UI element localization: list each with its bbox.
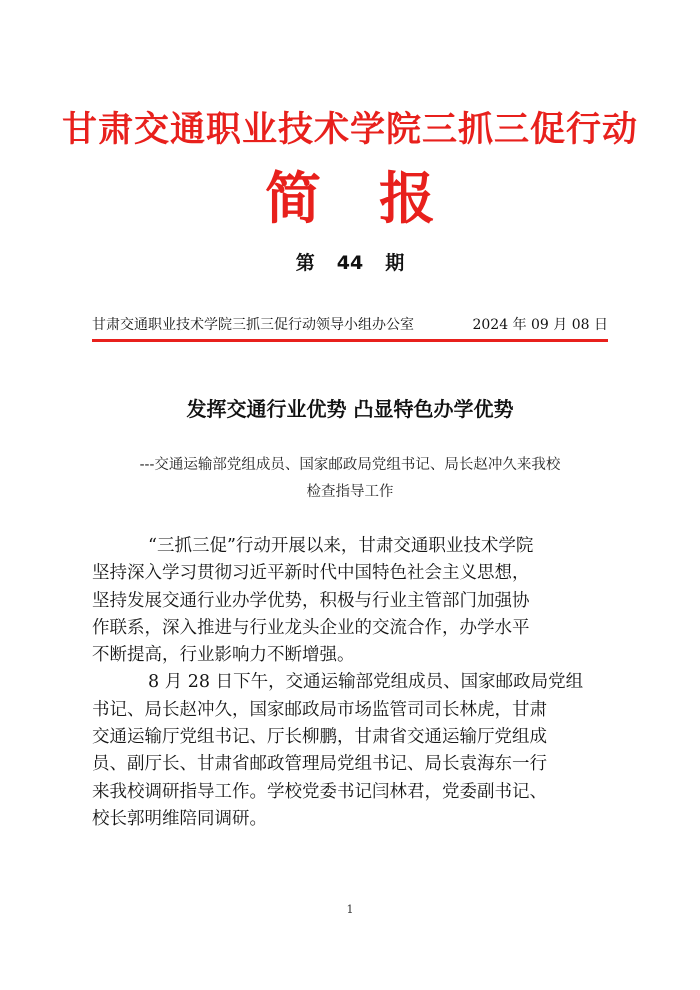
- issue-number: [0, 250, 700, 276]
- publisher-line: [92, 313, 608, 337]
- bulletin-heading-char-2: 报: [379, 167, 435, 232]
- article-body: [92, 533, 612, 833]
- red-divider: [92, 339, 608, 342]
- article-subtitle: [92, 452, 608, 506]
- page-number: 1: [346, 903, 354, 916]
- issue-value: 44: [336, 252, 364, 274]
- article-title: 发挥交通行业优势 凸显特色办学优势: [186, 397, 514, 421]
- paragraph: [92, 533, 612, 669]
- paragraph-line: 不断提高，行业影响力不断增强。: [92, 645, 355, 666]
- publish-date: 2024 年 09 月 08 日: [472, 317, 608, 333]
- paragraph-line: 书记、局长赵冲久，国家邮政局市场监管司司长林虎，甘肃: [92, 699, 547, 720]
- issue-suffix: 期: [385, 252, 405, 274]
- paragraph-line: 坚持发展交通行业办学优势，积极与行业主管部门加强协: [92, 590, 530, 611]
- publisher-office: 甘肃交通职业技术学院三抓三促行动领导小组办公室: [92, 317, 414, 333]
- paragraph: [92, 669, 612, 833]
- paragraph-line: 作联系，深入推进与行业龙头企业的交流合作，办学水平: [92, 617, 530, 638]
- article-subtitle-line: 检查指导工作: [306, 484, 394, 500]
- article-subtitle-line: ---交通运输部党组成员、国家邮政局党组书记、局长赵冲久来我校: [139, 457, 561, 473]
- paragraph-line: 员、副厅长、甘肃省邮政管理局党组书记、局长袁海东一行: [92, 754, 547, 775]
- paragraph-line: 来我校调研指导工作。学校党委书记闫林君，党委副书记、: [92, 781, 547, 802]
- bulletin-heading-char-1: 简: [265, 167, 321, 232]
- bulletin-heading: [0, 164, 700, 236]
- paragraph-line: “三抓三促”行动开展以来，甘肃交通职业技术学院: [148, 536, 534, 556]
- paragraph-line: 8 月 28 日下午，交通运输部党组成员、国家邮政局党组: [148, 672, 584, 693]
- paragraph-line: 坚持深入学习贯彻习近平新时代中国特色社会主义思想，: [92, 563, 530, 584]
- masthead-title: 甘肃交通职业技术学院三抓三促行动: [61, 110, 638, 150]
- paragraph-line: 校长郭明维陪同调研。: [92, 808, 267, 829]
- issue-prefix: 第: [295, 252, 315, 274]
- paragraph-line: 交通运输厅党组书记、厅长柳鹏，甘肃省交通运输厅党组成: [92, 727, 547, 748]
